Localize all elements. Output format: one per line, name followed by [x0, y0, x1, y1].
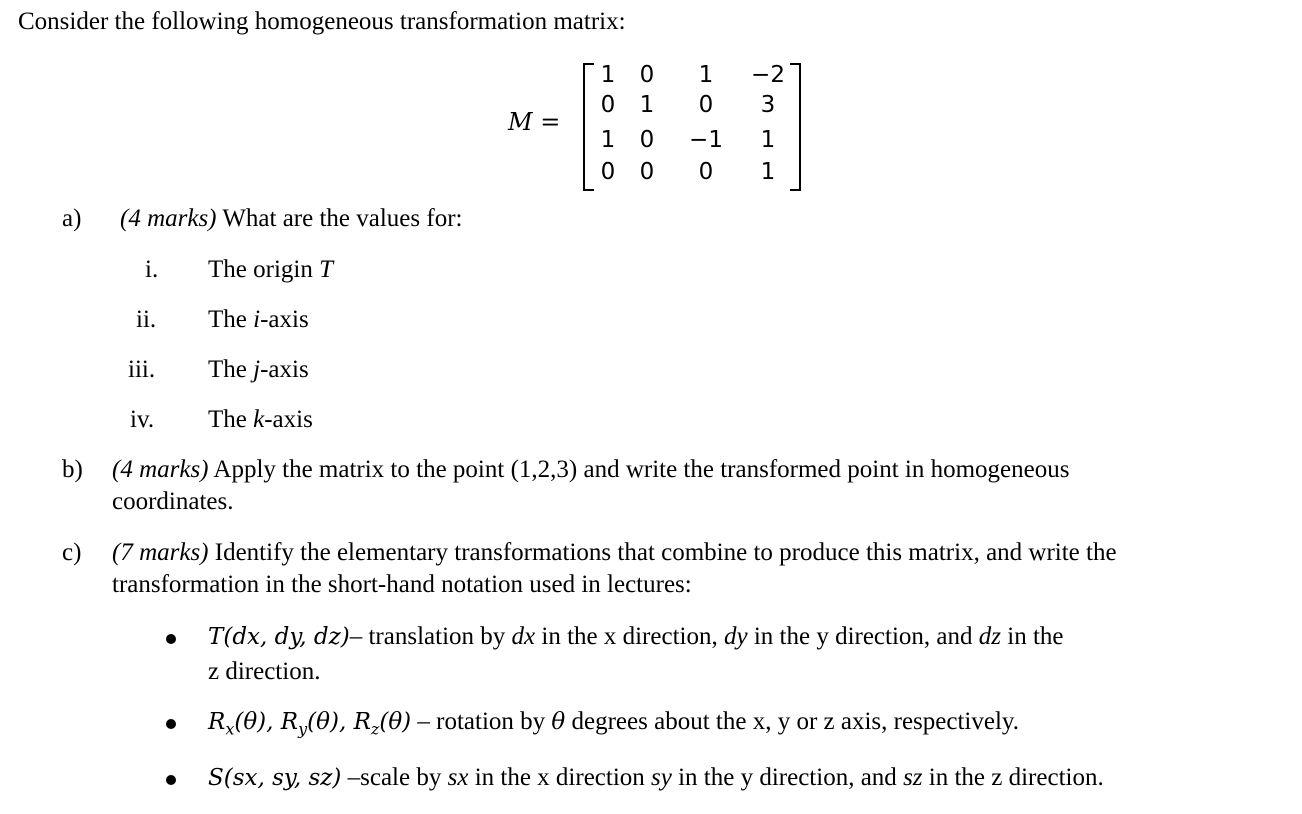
bullet-dot	[166, 775, 176, 785]
part-a-item	[208, 406, 313, 434]
bullet-text: in the y direction, and	[671, 764, 904, 791]
bullet-var: dx	[511, 623, 536, 650]
part-a-item	[208, 356, 309, 384]
bullet-text: in the z direction.	[922, 764, 1104, 791]
rx-symbol: R	[208, 709, 226, 735]
part-a-question	[120, 205, 462, 233]
part-b-label: b)	[62, 456, 83, 483]
bullet-dot	[166, 634, 176, 644]
part-c-label: c)	[62, 539, 82, 566]
matrix-cell: 1	[600, 62, 616, 88]
part-a-label: a)	[62, 205, 82, 232]
scale-notation: S(sx, sy, sz)	[208, 765, 342, 791]
bullet-rotation	[208, 708, 1019, 739]
rz-subscript: z	[370, 719, 380, 739]
item-text: -axis	[260, 356, 309, 383]
bullet-var: sx	[447, 764, 469, 791]
bullet-text: – translation by	[349, 623, 512, 650]
part-a-marks: (4 marks)	[120, 205, 217, 232]
item-text: The	[208, 406, 254, 433]
bullet-translation-line2: z direction.	[208, 658, 321, 685]
item-text: The	[208, 356, 254, 383]
bullet-text: in the y direction, and	[747, 623, 979, 650]
bullet-text: in the x direction	[468, 764, 652, 791]
bullet-dot	[166, 719, 176, 729]
part-b-text: Apply the matrix to the point (1,2,3) and write the transformed point in homogeneous	[208, 456, 1070, 483]
matrix-cell: −2	[751, 62, 785, 88]
item-text: The	[208, 306, 254, 333]
bullet-var: dz	[978, 623, 1002, 650]
part-b-line1	[112, 456, 1069, 484]
rx-subscript: x	[225, 719, 235, 739]
matrix-cell: 1	[760, 159, 776, 185]
matrix-cell: 1	[760, 127, 776, 153]
part-a-item	[208, 306, 309, 334]
rotation-notation	[208, 709, 412, 739]
translation-notation: T(dx, dy, dz)	[208, 624, 350, 650]
matrix-right-bracket	[790, 63, 801, 191]
part-a-text: What are the values for:	[216, 205, 463, 232]
theta-symbol: θ	[551, 709, 566, 735]
matrix-cell: 3	[760, 92, 776, 118]
rz-arg: (θ)	[379, 709, 412, 735]
ry-subscript: y	[298, 719, 308, 739]
matrix-cell: −1	[689, 127, 723, 153]
bullet-translation-line1	[208, 623, 1064, 651]
part-c-line1	[112, 539, 1117, 567]
rz-symbol: R	[346, 709, 371, 735]
bullet-text: in the	[1001, 623, 1064, 650]
part-c-text: Identify the elementary transformations that combine to produce this matrix, and write the	[208, 539, 1117, 566]
part-c-line2: transformation in the short-hand notation used in lectures:	[112, 571, 692, 598]
matrix-cell: 0	[639, 159, 655, 185]
matrix-cell: 0	[639, 62, 655, 88]
part-a-item-num: iii.	[128, 356, 156, 383]
matrix-cell: 0	[698, 159, 714, 185]
item-emphasis: j	[253, 356, 261, 383]
part-b-marks: (4 marks)	[112, 456, 209, 483]
matrix-label: M =	[508, 108, 561, 136]
part-b-line2: coordinates.	[112, 488, 234, 515]
item-text: -axis	[260, 306, 309, 333]
matrix-cell: 0	[600, 159, 616, 185]
ry-symbol: R	[273, 709, 299, 735]
part-a-item-num: ii.	[136, 306, 157, 333]
matrix-cell: 0	[698, 92, 714, 118]
item-text: -axis	[264, 406, 313, 433]
item-emphasis: T	[319, 256, 333, 283]
bullet-var: dy	[723, 623, 748, 650]
item-text: The origin	[208, 256, 320, 283]
part-a-item	[208, 256, 333, 284]
ry-arg: (θ),	[307, 709, 347, 735]
matrix-cell: 0	[639, 127, 655, 153]
part-a-item-num: iv.	[130, 406, 155, 433]
item-emphasis: i	[253, 306, 261, 333]
part-a-item-num: i.	[145, 256, 159, 283]
item-emphasis: k	[253, 406, 265, 433]
matrix-cell: 1	[600, 127, 616, 153]
bullet-text: in the x direction,	[535, 623, 724, 650]
matrix-cell: 0	[600, 92, 616, 118]
bullet-text: –scale by	[341, 764, 448, 791]
bullet-text: degrees about the x, y or z axis, respectively.	[565, 708, 1020, 735]
bullet-scale	[208, 764, 1104, 792]
rx-arg: (θ),	[234, 709, 274, 735]
part-c-marks: (7 marks)	[112, 539, 209, 566]
intro-text: Consider the following homogeneous transformation matrix:	[18, 8, 626, 35]
matrix-cell: 1	[639, 92, 655, 118]
matrix-cell: 1	[698, 62, 714, 88]
bullet-var: sy	[651, 764, 672, 791]
bullet-var: sz	[903, 764, 923, 791]
bullet-text: – rotation by	[411, 708, 552, 735]
